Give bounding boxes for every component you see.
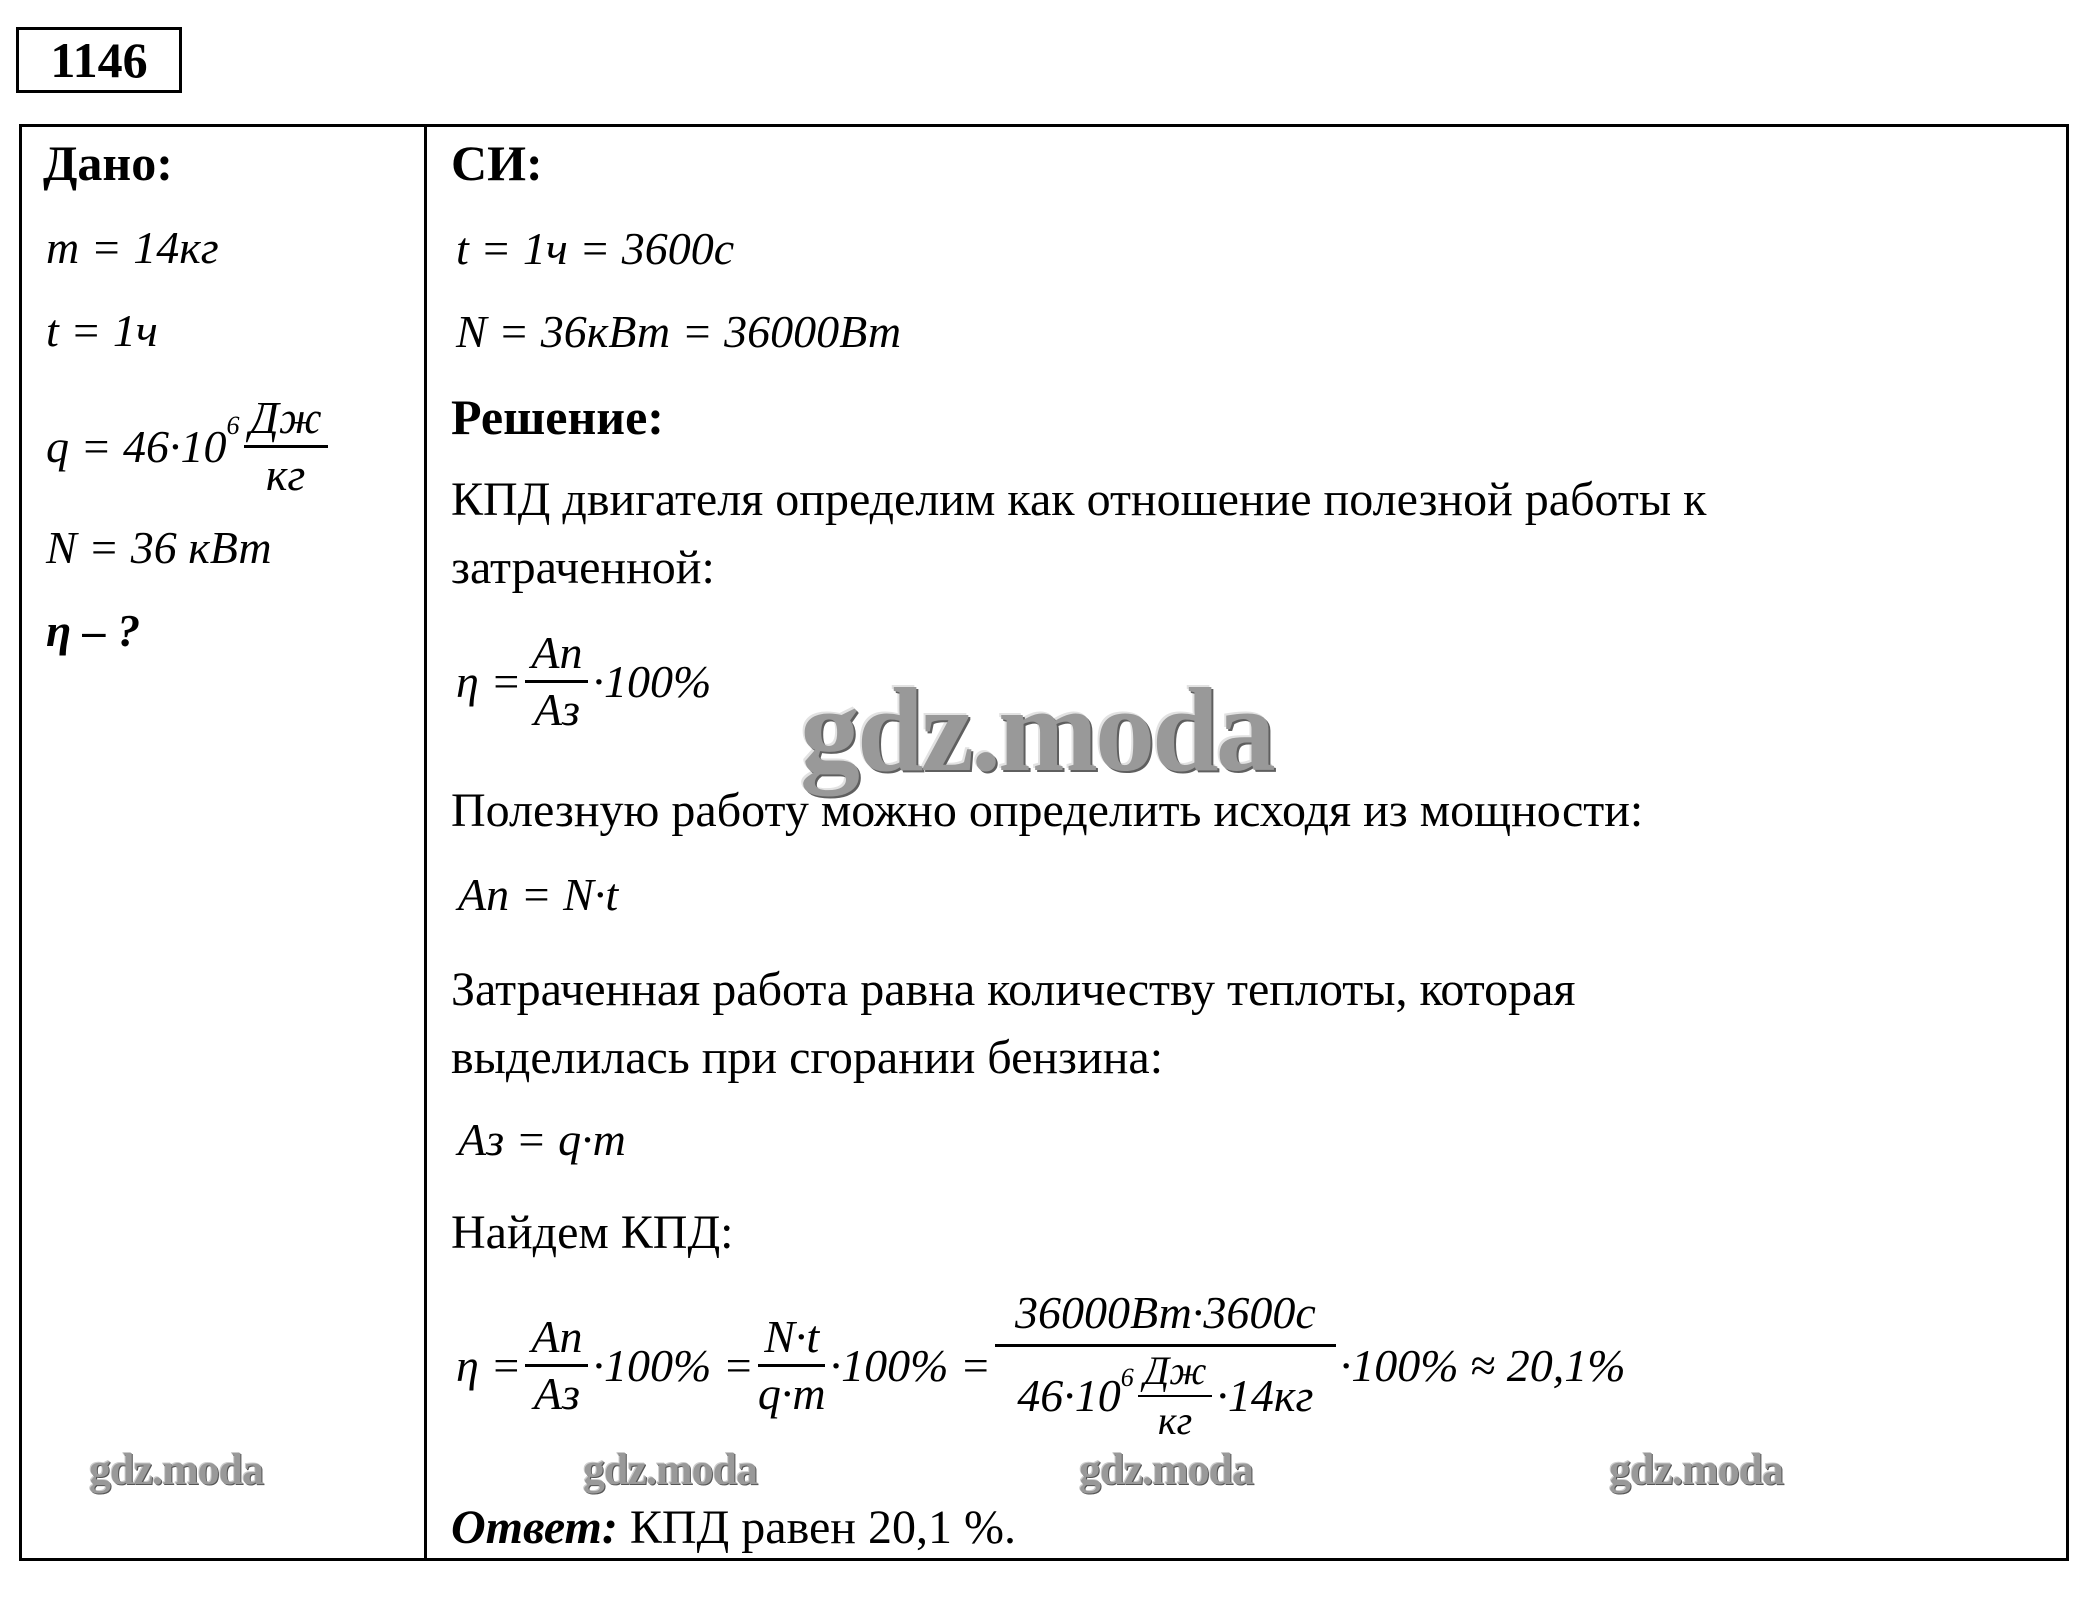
- frac-num: Aп: [525, 630, 588, 683]
- si-heading: СИ:: [451, 135, 543, 191]
- given-time: t = 1ч: [46, 305, 158, 356]
- unit-denominator: кг: [1157, 1398, 1193, 1443]
- frac-den: Aз: [533, 684, 580, 735]
- answer-label: Ответ:: [451, 1501, 618, 1554]
- column-divider: [424, 124, 427, 1561]
- frac-num: N·t: [758, 1314, 825, 1367]
- formula-spent-work: Aз = q·m: [458, 1114, 626, 1165]
- formula-result: ·100% ≈ 20,1%: [1339, 1339, 1626, 1391]
- frac-den: q·m: [757, 1368, 826, 1419]
- frac-den: Aз: [533, 1368, 580, 1419]
- paragraph: КПД двигателя определим как отношение полезной работы к: [451, 473, 1707, 526]
- paragraph: выделилась при сгорании бензина:: [451, 1031, 1164, 1084]
- given-heat: [46, 392, 332, 500]
- unit-numerator: Дж: [244, 395, 328, 448]
- watermark: gdz.moda: [1609, 1445, 1784, 1494]
- paragraph: Найдем КПД:: [451, 1206, 734, 1259]
- formula-mid: ·100% =: [592, 1339, 754, 1391]
- den-suffix: ·14кг: [1216, 1370, 1314, 1421]
- unit-denominator: кг: [265, 449, 306, 500]
- den-exp: 6: [1120, 1363, 1134, 1392]
- frac-num: Aп: [525, 1314, 588, 1367]
- formula-rhs: ·100%: [592, 655, 712, 707]
- si-time: t = 1ч = 3600с: [456, 223, 735, 274]
- solution-heading: Решение:: [451, 389, 664, 445]
- paragraph: Затраченная работа равна количеству теплоты, которая: [451, 963, 1576, 1016]
- frac-num: 36000Вт·3600с: [995, 1290, 1336, 1347]
- answer-text: КПД равен 20,1 %.: [629, 1501, 1016, 1554]
- given-find: η – ?: [46, 605, 141, 656]
- si-power: N = 36кВт = 36000Вт: [456, 306, 902, 357]
- watermark: gdz.moda: [583, 1445, 758, 1494]
- formula-lhs: η =: [456, 655, 522, 707]
- given-heading: Дано:: [43, 135, 173, 191]
- paragraph: Полезную работу можно определить исходя из мощности:: [451, 784, 1644, 837]
- formula-mid: ·100% =: [829, 1339, 991, 1391]
- formula-final: [456, 1287, 1626, 1443]
- formula-lhs: η =: [456, 1339, 522, 1391]
- watermark: gdz.moda: [89, 1445, 264, 1494]
- formula-efficiency: [456, 627, 712, 735]
- given-mass: m = 14кг: [46, 222, 219, 273]
- answer: [451, 1501, 1016, 1554]
- given-heat-value: q = 46·10: [46, 420, 227, 472]
- given-heat-exp: 6: [226, 411, 240, 440]
- paragraph: затраченной:: [451, 541, 715, 594]
- den-value: 46·10: [1017, 1370, 1121, 1421]
- given-power: N = 36 кВт: [46, 522, 272, 573]
- watermark-large: gdz.moda: [800, 663, 1273, 796]
- unit-numerator: Дж: [1138, 1351, 1213, 1397]
- problem-number: 1146: [16, 27, 182, 93]
- formula-useful-work: Aп = N·t: [458, 869, 619, 920]
- watermark: gdz.moda: [1079, 1445, 1254, 1494]
- frac-den: [1017, 1347, 1313, 1441]
